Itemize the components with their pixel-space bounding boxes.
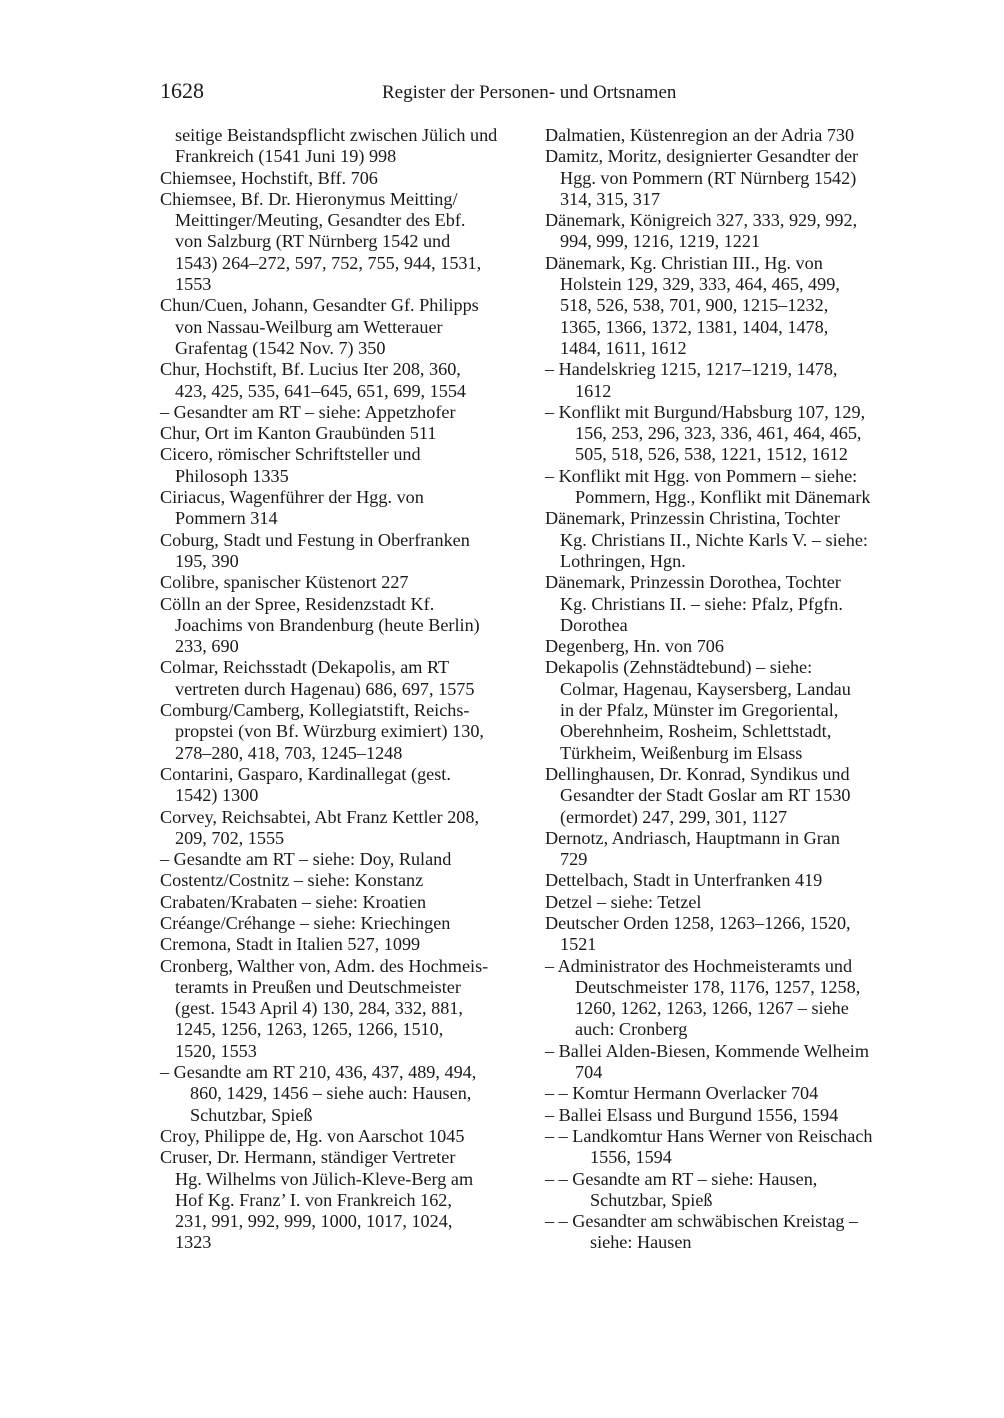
index-entry-line: 860, 1429, 1456 – siehe auch: Hausen, — [190, 1083, 472, 1104]
index-entry-line: propstei (von Bf. Würzburg eximiert) 130, — [175, 721, 484, 742]
index-entry-line: Philosoph 1335 — [175, 465, 289, 486]
index-entry-line: – Konflikt mit Hgg. von Pommern – siehe: — [545, 465, 858, 486]
index-entry — [545, 125, 915, 146]
index-entry-line: Dalmatien, Küstenregion an der Adria 730 — [545, 125, 855, 145]
index-entry-line: (ermordet) 247, 299, 301, 1127 — [560, 806, 788, 827]
index-entry-line: Dettelbach, Stadt in Unterfranken 419 — [545, 870, 823, 891]
index-entry-line: – – Komtur Hermann Overlacker 704 — [545, 1083, 819, 1104]
index-entry-line: Cronberg, Walther von, Adm. des Hochmeis- — [160, 955, 489, 976]
index-entry-line: Cruser, Dr. Hermann, ständiger Vertreter — [160, 1147, 456, 1168]
index-entry — [160, 657, 530, 700]
index-entry-line: Croy, Philippe de, Hg. von Aarschot 1045 — [160, 1125, 465, 1146]
index-entry — [545, 508, 915, 572]
index-entry-line: – Gesandter am RT – siehe: Appetzhofer — [160, 401, 456, 422]
index-entry — [160, 594, 530, 658]
index-entry-line: 231, 991, 992, 999, 1000, 1017, 1024, — [175, 1211, 453, 1232]
index-entry-line: – Gesandte am RT – siehe: Doy, Ruland — [160, 849, 452, 870]
index-entry-line: Comburg/Camberg, Kollegiatstift, Reichs- — [160, 700, 470, 721]
index-entry — [545, 146, 915, 210]
index-entry-line: seitige Beistandspflicht zwischen Jülich und — [175, 125, 498, 145]
index-entry — [160, 189, 530, 295]
index-entry-line: teramts in Preußen und Deutschmeister — [175, 976, 461, 997]
index-entry — [545, 466, 915, 509]
index-entry-line: siehe: Hausen — [590, 1232, 692, 1253]
index-entry-line: Degenberg, Hn. von 706 — [545, 636, 724, 657]
index-entry-line: Schutzbar, Spieß — [590, 1189, 713, 1210]
index-entry-line: 1260, 1262, 1263, 1266, 1267 – siehe — [575, 998, 849, 1019]
index-entry-line: Contarini, Gasparo, Kardinallegat (gest. — [160, 763, 451, 784]
index-entry-line: Pommern, Hgg., Konflikt mit Dänemark — [575, 487, 871, 508]
index-entry — [160, 572, 530, 593]
index-entry — [160, 1147, 530, 1253]
index-entry-line: Dänemark, Königreich 327, 333, 929, 992, — [545, 210, 858, 231]
index-entry-line: 1542) 1300 — [175, 785, 259, 806]
index-entry-line: – Konflikt mit Burgund/Habsburg 107, 129, — [545, 401, 866, 422]
index-entry-line: Dellinghausen, Dr. Konrad, Syndikus und — [545, 763, 850, 784]
index-entry — [545, 402, 915, 466]
index-entry — [545, 828, 915, 871]
index-entry-line: 704 — [575, 1062, 603, 1083]
index-entry-line: Dänemark, Prinzessin Christina, Tochter — [545, 508, 840, 529]
page-number: 1628 — [160, 78, 204, 103]
index-entry-line: – – Landkomtur Hans Werner von Reischach — [545, 1125, 873, 1146]
index-entry-line: Gesandter der Stadt Goslar am RT 1530 — [560, 785, 851, 806]
index-entry-line: Coburg, Stadt und Festung in Oberfranken — [160, 529, 470, 550]
index-entry-line: Pommern 314 — [175, 508, 278, 529]
index-entry-line: Cremona, Stadt in Italien 527, 1099 — [160, 934, 421, 955]
index-entry-line: 518, 526, 538, 701, 900, 1215–1232, — [560, 295, 829, 316]
index-entry-line: Detzel – siehe: Tetzel — [545, 891, 702, 912]
index-entry-line: Kg. Christians II. – siehe: Pfalz, Pfgfn. — [560, 593, 843, 614]
index-entry — [160, 934, 530, 955]
index-entry-line: Chiemsee, Hochstift, Bff. 706 — [160, 167, 378, 188]
index-entry-line: Chiemsee, Bf. Dr. Hieronymus Meitting/ — [160, 188, 458, 209]
index-entry — [545, 1105, 915, 1126]
index-entry-line: 1484, 1611, 1612 — [560, 337, 687, 358]
index-entry — [545, 764, 915, 828]
index-entry-line: Holstein 129, 329, 333, 464, 465, 499, — [560, 274, 840, 295]
index-entry — [545, 657, 915, 763]
index-entry-line: Hg. Wilhelms von Jülich-Kleve-Berg am — [175, 1168, 474, 1189]
index-entry-line: Chun/Cuen, Johann, Gesandter Gf. Philipps — [160, 295, 479, 316]
index-entry — [545, 892, 915, 913]
index-entry-line: Colmar, Hagenau, Kaysersberg, Landau — [560, 678, 851, 699]
index-entry — [160, 1126, 530, 1147]
index-entry — [160, 849, 530, 870]
index-entry-line: Oberehnheim, Rosheim, Schlettstadt, — [560, 721, 832, 742]
index-entry-line: 994, 999, 1216, 1219, 1221 — [560, 231, 761, 252]
index-entry-line: – Administrator des Hochmeisteramts und — [545, 955, 853, 976]
index-entry-line: Hof Kg. Franz’ I. von Frankreich 162, — [175, 1189, 452, 1210]
index-entry — [545, 913, 915, 956]
index-entry — [160, 700, 530, 764]
index-entry-line: Colmar, Reichsstadt (Dekapolis, am RT — [160, 657, 450, 678]
index-entry — [545, 870, 915, 891]
index-entry — [160, 913, 530, 934]
index-entry — [545, 210, 915, 253]
index-entry-line: Cicero, römischer Schriftsteller und — [160, 444, 421, 465]
index-entry — [545, 253, 915, 359]
index-entry-line: 233, 690 — [175, 636, 239, 657]
index-entry — [160, 402, 530, 423]
index-entry-line: auch: Cronberg — [575, 1019, 688, 1040]
index-entry-line: Dernotz, Andriasch, Hauptmann in Gran — [545, 827, 840, 848]
index-entry-line: in der Pfalz, Münster im Gregoriental, — [560, 700, 839, 721]
index-entry-line: Hgg. von Pommern (RT Nürnberg 1542) — [560, 167, 857, 188]
index-entry — [160, 295, 530, 359]
index-entry-line: Chur, Hochstift, Bf. Lucius Iter 208, 360, — [160, 359, 461, 380]
index-entry-line: Chur, Ort im Kanton Graubünden 511 — [160, 423, 437, 444]
index-entry-line: – – Gesandte am RT – siehe: Hausen, — [545, 1168, 818, 1189]
index-entry — [545, 1211, 915, 1254]
index-entry-line: 1520, 1553 — [175, 1040, 257, 1061]
index-entry — [545, 956, 915, 1041]
index-entry — [545, 359, 915, 402]
index-entry-line: 209, 702, 1555 — [175, 827, 285, 848]
index-entry-line: – Ballei Elsass und Burgund 1556, 1594 — [545, 1104, 839, 1125]
index-entry — [160, 892, 530, 913]
index-entry-line: Dekapolis (Zehnstädtebund) – siehe: — [545, 657, 813, 678]
index-entry — [545, 1083, 915, 1104]
index-entry-line: Crabaten/Krabaten – siehe: Kroatien — [160, 891, 427, 912]
running-title: Register der Personen- und Ortsnamen — [382, 82, 677, 103]
index-entry — [160, 530, 530, 573]
index-entry-line: 729 — [560, 849, 588, 870]
index-entry-line: Damitz, Moritz, designierter Gesandter der — [545, 146, 859, 167]
page-header — [160, 78, 860, 108]
index-entry-line: von Salzburg (RT Nürnberg 1542 und — [175, 231, 451, 252]
index-entry-line: – Ballei Alden-Biesen, Kommende Welheim — [545, 1040, 869, 1061]
index-entry-line: 1521 — [560, 934, 597, 955]
index-entry — [160, 125, 530, 168]
index-entry-line: 1365, 1366, 1372, 1381, 1404, 1478, — [560, 316, 829, 337]
index-entry-line: vertreten durch Hagenau) 686, 697, 1575 — [175, 678, 475, 699]
index-entry-line: 195, 390 — [175, 550, 239, 571]
index-entry — [160, 168, 530, 189]
index-entry-line: Lothringen, Hgn. — [560, 550, 686, 571]
index-entry-line: Joachims von Brandenburg (heute Berlin) — [175, 614, 480, 635]
index-entry-line: 1553 — [175, 274, 212, 295]
index-entry-line: 1556, 1594 — [590, 1147, 672, 1168]
index-entry-line: Deutscher Orden 1258, 1263–1266, 1520, — [545, 912, 851, 933]
index-entry — [160, 359, 530, 402]
index-entry-line: Corvey, Reichsabtei, Abt Franz Kettler 208, — [160, 806, 480, 827]
index-entry-line: 314, 315, 317 — [560, 188, 661, 209]
index-entry — [160, 870, 530, 891]
index-entry — [545, 1126, 915, 1169]
index-entry-line: (gest. 1543 April 4) 130, 284, 332, 881, — [175, 998, 463, 1019]
index-entry-line: Cölln an der Spree, Residenzstadt Kf. — [160, 593, 435, 614]
index-column-left — [160, 125, 530, 1254]
index-entry-line: 1323 — [175, 1232, 212, 1253]
index-entry-line: Colibre, spanischer Küstenort 227 — [160, 572, 409, 593]
index-column-right — [545, 125, 915, 1254]
index-entry-line: 156, 253, 296, 323, 336, 461, 464, 465, — [575, 423, 862, 444]
index-entry-line: – – Gesandter am schwäbischen Kreistag – — [545, 1211, 859, 1232]
index-entry — [545, 636, 915, 657]
index-entry-line: 1245, 1256, 1263, 1265, 1266, 1510, — [175, 1019, 444, 1040]
index-entry-line: von Nassau-Weilburg am Wetterauer — [175, 316, 443, 337]
index-entry-line: Deutschmeister 178, 1176, 1257, 1258, — [575, 976, 861, 997]
index-entry-line: Créange/Créhange – siehe: Kriechingen — [160, 912, 451, 933]
index-entry-line: Kg. Christians II., Nichte Karls V. – siehe: — [560, 529, 868, 550]
index-entry — [160, 956, 530, 1062]
index-entry — [545, 1041, 915, 1084]
index-entry-line: – Handelskrieg 1215, 1217–1219, 1478, — [545, 359, 838, 380]
index-entry — [160, 807, 530, 850]
index-entry-line: Meittinger/Meuting, Gesandter des Ebf. — [175, 210, 466, 231]
index-entry-line: 505, 518, 526, 538, 1221, 1512, 1612 — [575, 444, 848, 465]
index-entry-line: Dorothea — [560, 614, 628, 635]
index-entry-line: Türkheim, Weißenburg im Elsass — [560, 742, 803, 763]
index-entry-line: Costentz/Costnitz – siehe: Konstanz — [160, 870, 424, 891]
index-entry — [545, 1169, 915, 1212]
index-entry — [160, 764, 530, 807]
index-entry — [160, 423, 530, 444]
index-entry-line: Dänemark, Prinzessin Dorothea, Tochter — [545, 572, 841, 593]
index-entry-line: Frankreich (1541 Juni 19) 998 — [175, 146, 397, 167]
index-entry-line: Schutzbar, Spieß — [190, 1104, 313, 1125]
index-entry-line: Grafentag (1542 Nov. 7) 350 — [175, 337, 386, 358]
index-entry-line: 423, 425, 535, 641–645, 651, 699, 1554 — [175, 380, 466, 401]
index-entry-line: 278–280, 418, 703, 1245–1248 — [175, 742, 403, 763]
index-entry-line: 1543) 264–272, 597, 752, 755, 944, 1531, — [175, 252, 482, 273]
index-entry — [545, 572, 915, 636]
index-entry-line: – Gesandte am RT 210, 436, 437, 489, 494, — [160, 1062, 477, 1083]
index-entry-line: Ciriacus, Wagenführer der Hgg. von — [160, 487, 424, 508]
index-entry — [160, 1062, 530, 1126]
index-entry-line: 1612 — [575, 380, 612, 401]
index-entry — [160, 487, 530, 530]
index-entry — [160, 444, 530, 487]
index-entry-line: Dänemark, Kg. Christian III., Hg. von — [545, 252, 823, 273]
